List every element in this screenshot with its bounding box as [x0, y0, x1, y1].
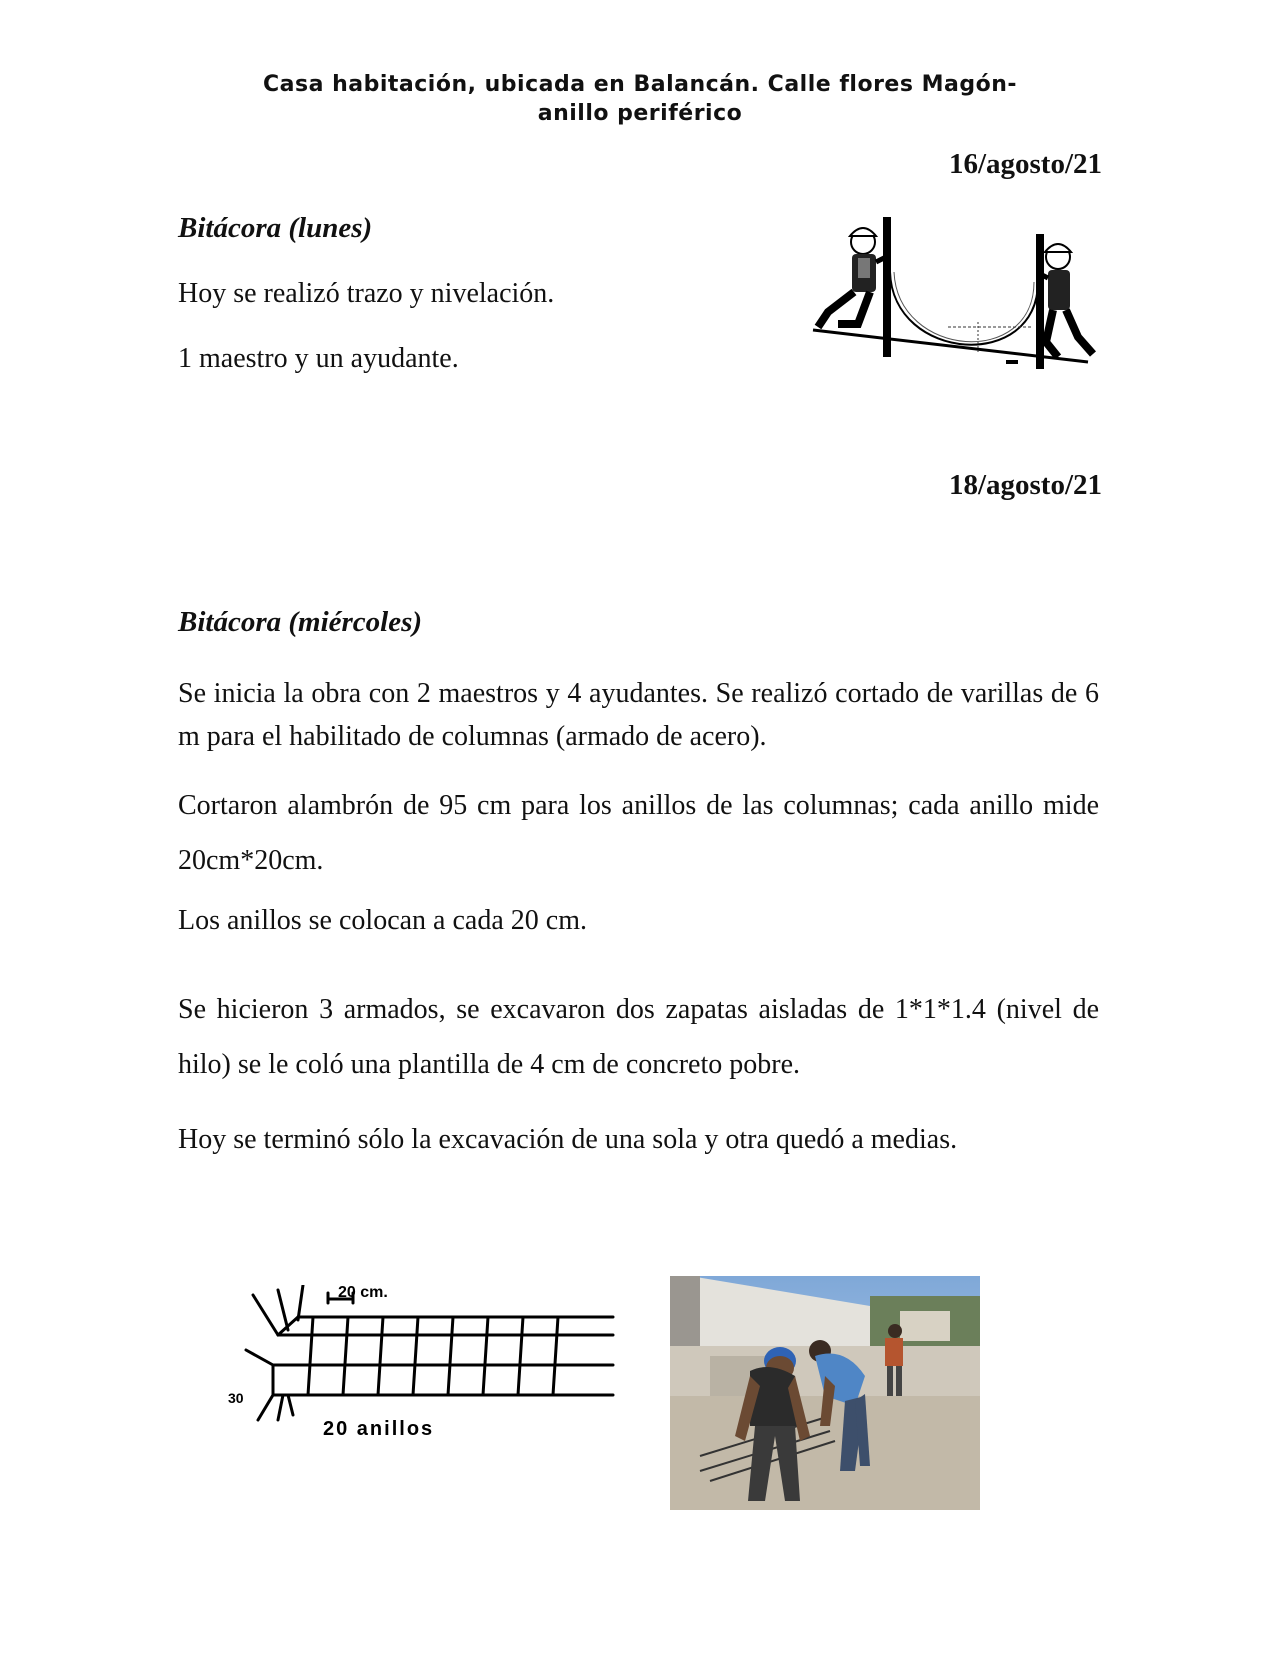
entry-2-paragraph-2: Cortaron alambrón de 95 cm para los anillos de las columnas; cada anillo mide 20cm*20cm. — [178, 790, 1099, 876]
entry-date-2: 18/agosto/21 — [948, 469, 1102, 501]
workers-rebar-photo — [670, 1276, 980, 1510]
entry-2-paragraph-4: Se hicieron 3 armados, se excavaron dos zapatas aisladas de 1*1*1.4 (nivel de hilo) se le coló una plantilla de 4 cm de concreto pobre. — [178, 994, 1099, 1080]
entry-1-paragraph-1: Hoy se realizó trazo y nivelación. — [178, 278, 555, 309]
entry-heading-1: Bitácora (lunes) — [178, 212, 373, 244]
entry-date-1: 16/agosto/21 — [948, 148, 1102, 180]
entry-2-paragraph-5: Hoy se terminó sólo la excavación de una sola y otra quedó a medias. — [178, 1124, 958, 1155]
entry-heading-2: Bitácora (miércoles) — [178, 606, 423, 638]
sketch-label-top: 20 cm. — [338, 1285, 388, 1301]
sketch-label-bottom: 20 anillos — [323, 1418, 435, 1440]
workers-leveling-illustration — [808, 212, 1098, 382]
sketch-label-side: 30 — [228, 1390, 244, 1406]
entry-1-paragraph-2: 1 maestro y un ayudante. — [178, 343, 459, 374]
entry-2-paragraph-1: Se inicia la obra con 2 maestros y 4 ayudantes. Se realizó cortado de varillas de 6 m para el habilitado de columnas (armado de acero). — [178, 678, 1099, 752]
title-line-1: Casa habitación, ubicada en Balancán. Calle flores Magón- — [263, 72, 1017, 97]
rebar-cage-sketch — [228, 1285, 618, 1465]
entry-2-paragraph-3: Los anillos se colocan a cada 20 cm. — [178, 905, 587, 936]
title-line-2: anillo periférico — [537, 101, 743, 126]
page-title — [200, 70, 1080, 128]
